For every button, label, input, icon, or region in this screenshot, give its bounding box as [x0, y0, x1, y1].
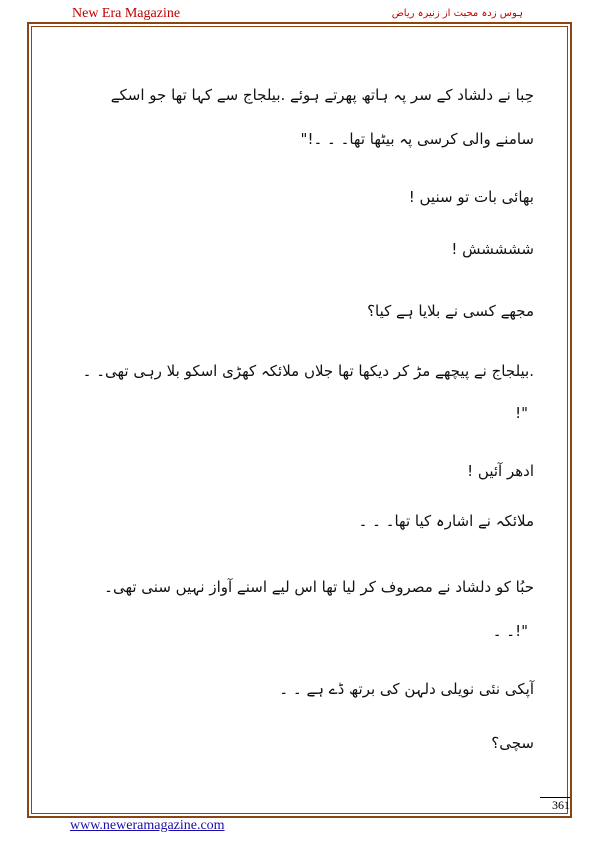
text-line: .بیلجاج نے پیچھے مڑ کر دیکھا تھا جلاں ملائکہ کھڑی اسکو بلا رہی تھی۔ ۔: [82, 362, 534, 380]
text-line: حبُا کو دلشاد نے مصروف کر لیا تھا اس لیے اسنے آواز نہیں سنی تھی۔: [104, 578, 534, 596]
text-line: بھائی بات تو سنیں !: [408, 188, 534, 206]
text-line: ملائکہ نے اشارہ کیا تھا۔ ۔ ۔: [358, 512, 534, 530]
text-line: مجھے کسی نے بلایا ہے کیا؟: [367, 302, 534, 320]
text-line: سامنے والی کرسی پہ بیٹھا تھا۔ ۔ ۔!": [300, 130, 534, 148]
text-line: سچی؟: [491, 734, 534, 752]
text-line: آپکی نئی نویلی دلہن کی برتھ ڈے ہے ۔ ۔: [279, 680, 534, 698]
magazine-name: New Era Magazine: [72, 6, 181, 21]
story-title: ہوس زدہ محبت از زنیرہ ریاض: [391, 8, 523, 19]
text-line: ششششش !: [451, 240, 534, 258]
text-line: "!: [515, 404, 528, 422]
page-number: 361: [552, 798, 570, 812]
text-line: "!۔ ۔: [492, 622, 528, 640]
text-line: ادھر آئیں !: [467, 462, 534, 480]
text-line: حِبا نے دلشاد کے سر پہ ہاتھ پھرتے ہوئے .بیلجاج سے کہا تھا جو اسکے: [110, 86, 534, 104]
footer-website-link[interactable]: www.neweramagazine.com: [70, 818, 225, 833]
